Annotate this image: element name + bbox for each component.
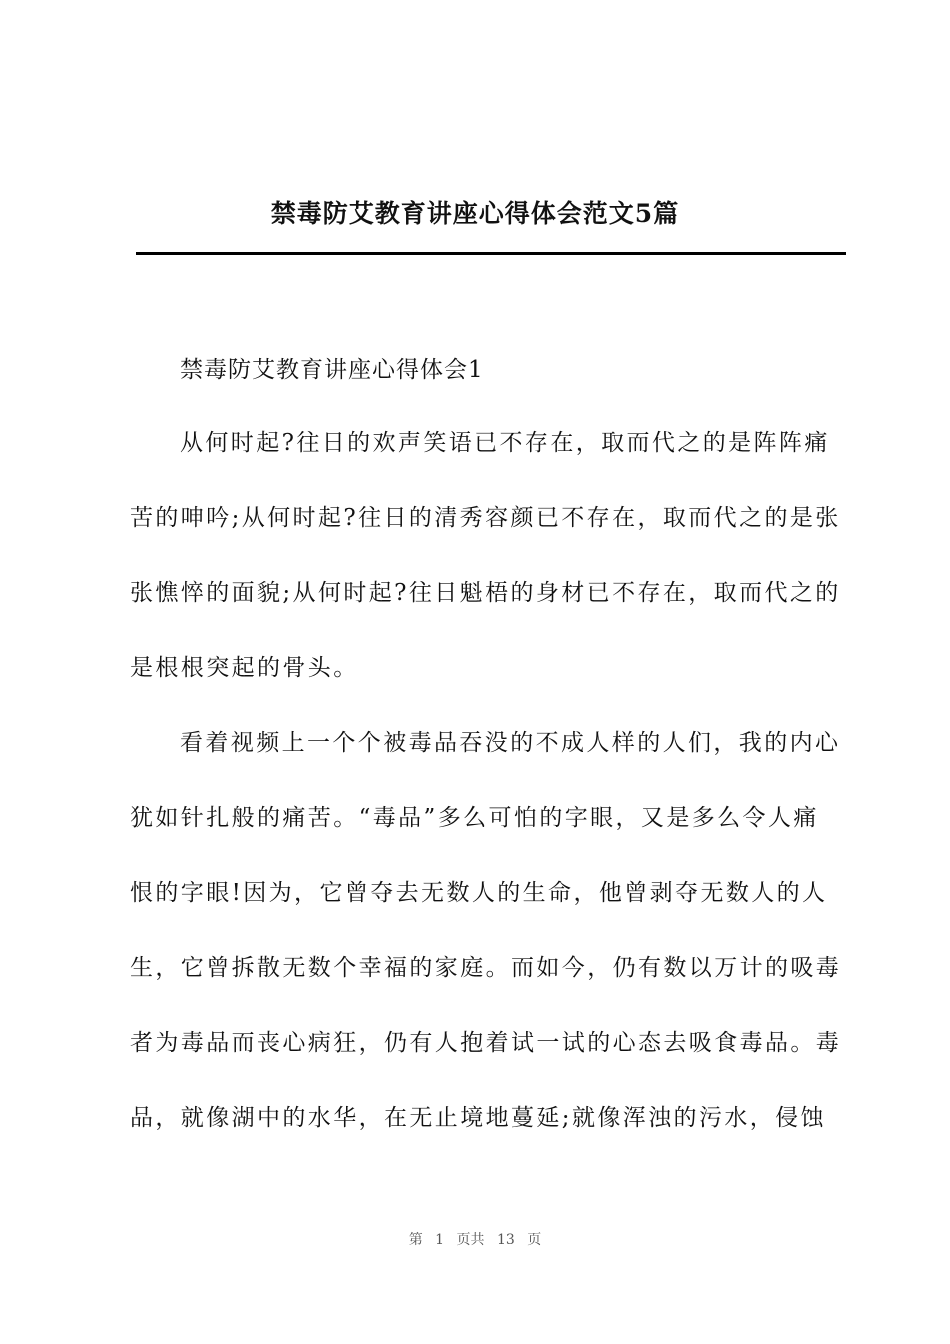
title-divider bbox=[136, 252, 846, 255]
document-title: 禁毒防艾教育讲座心得体会范文5篇 bbox=[270, 199, 680, 228]
text-line: 从何时起?往日的欢声笑语已不存在，取而代之的是阵阵痛 bbox=[180, 430, 830, 456]
page-footer: 第 1 页共 13 页 bbox=[408, 1232, 542, 1248]
text-line: 苦的呻吟;从何时起?往日的清秀容颜已不存在，取而代之的是张 bbox=[130, 505, 841, 531]
text-line: 生，它曾拆散无数个幸福的家庭。而如今，仍有数以万计的吸毒 bbox=[130, 955, 842, 981]
text-line: 品，就像湖中的水华，在无止境地蔓延;就像浑浊的污水，侵蚀 bbox=[130, 1105, 826, 1131]
text-line: 犹如针扎般的痛苦。“毒品”多么可怕的字眼，又是多么令人痛 bbox=[130, 805, 819, 831]
text-line: 者为毒品而丧心病狂，仍有人抱着试一试的心态去吸食毒品。毒 bbox=[130, 1030, 842, 1056]
text-line: 恨的字眼!因为，它曾夺去无数人的生命，他曾剥夺无数人的人 bbox=[130, 880, 828, 906]
text-line: 张憔悴的面貌;从何时起?往日魁梧的身材已不存在，取而代之的 bbox=[130, 580, 841, 606]
text-line: 是根根突起的骨头。 bbox=[130, 655, 359, 681]
section-heading: 禁毒防艾教育讲座心得体会1 bbox=[180, 357, 484, 383]
text-line: 看着视频上一个个被毒品吞没的不成人样的人们，我的内心 bbox=[180, 730, 841, 756]
